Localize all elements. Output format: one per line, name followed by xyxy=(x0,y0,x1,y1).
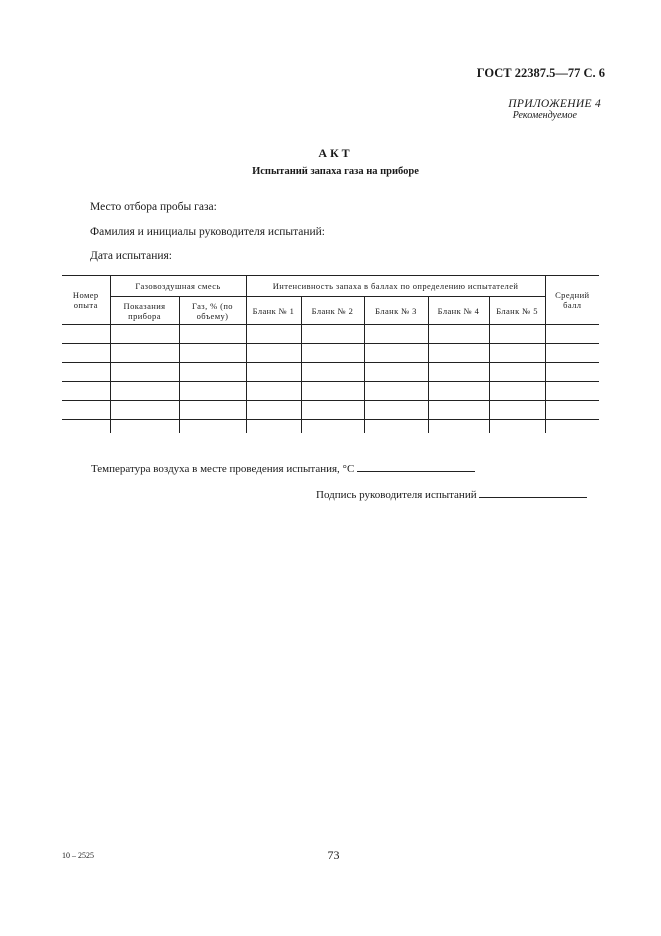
sampling-place-field: Место отбора пробы газа: xyxy=(90,201,217,213)
air-temperature-line xyxy=(91,461,475,475)
signature-blank xyxy=(479,487,587,498)
table-row xyxy=(62,363,599,382)
table-row xyxy=(62,325,599,344)
header-gas-percent: Газ, % (по объему) xyxy=(179,297,246,325)
table-row xyxy=(62,344,599,363)
table-row xyxy=(62,420,599,434)
recommended-label: Рекомендуемое xyxy=(512,110,577,121)
document-title: АКТ xyxy=(318,146,353,160)
test-leader-field: Фамилия и инициалы руководителя испытаний: xyxy=(90,226,326,238)
header-blank-2: Бланк № 2 xyxy=(301,297,364,325)
page-number: 73 xyxy=(327,848,340,862)
header-blank-3: Бланк № 3 xyxy=(364,297,428,325)
signature-label: Подпись руководителя испытаний xyxy=(316,489,477,501)
header-blank-4: Бланк № 4 xyxy=(428,297,489,325)
header-average-score: Средний балл xyxy=(545,276,599,325)
header-odor-intensity: Интенсивность запаха в баллах по определению испытателей xyxy=(246,276,545,297)
document-subtitle: Испытаний запаха газа на приборе xyxy=(252,166,419,177)
header-blank-1: Бланк № 1 xyxy=(246,297,301,325)
header-device-reading: Показания прибора xyxy=(110,297,179,325)
results-table xyxy=(62,275,599,433)
test-date-field: Дата испытания: xyxy=(90,250,172,262)
table-row xyxy=(62,382,599,401)
print-code: 10 – 2525 xyxy=(62,851,94,860)
air-temperature-blank xyxy=(357,461,475,472)
appendix-label: ПРИЛОЖЕНИЕ 4 xyxy=(508,98,601,110)
table-row xyxy=(62,401,599,420)
header-blank-5: Бланк № 5 xyxy=(489,297,545,325)
signature-line xyxy=(316,487,587,501)
header-gas-mixture: Газовоздушная смесь xyxy=(110,276,246,297)
standard-code: ГОСТ 22387.5—77 С. 6 xyxy=(476,66,605,80)
header-experiment-number: Номер опыта xyxy=(62,276,110,325)
air-temperature-label: Температура воздуха в месте проведения испытания, °C xyxy=(91,463,355,475)
